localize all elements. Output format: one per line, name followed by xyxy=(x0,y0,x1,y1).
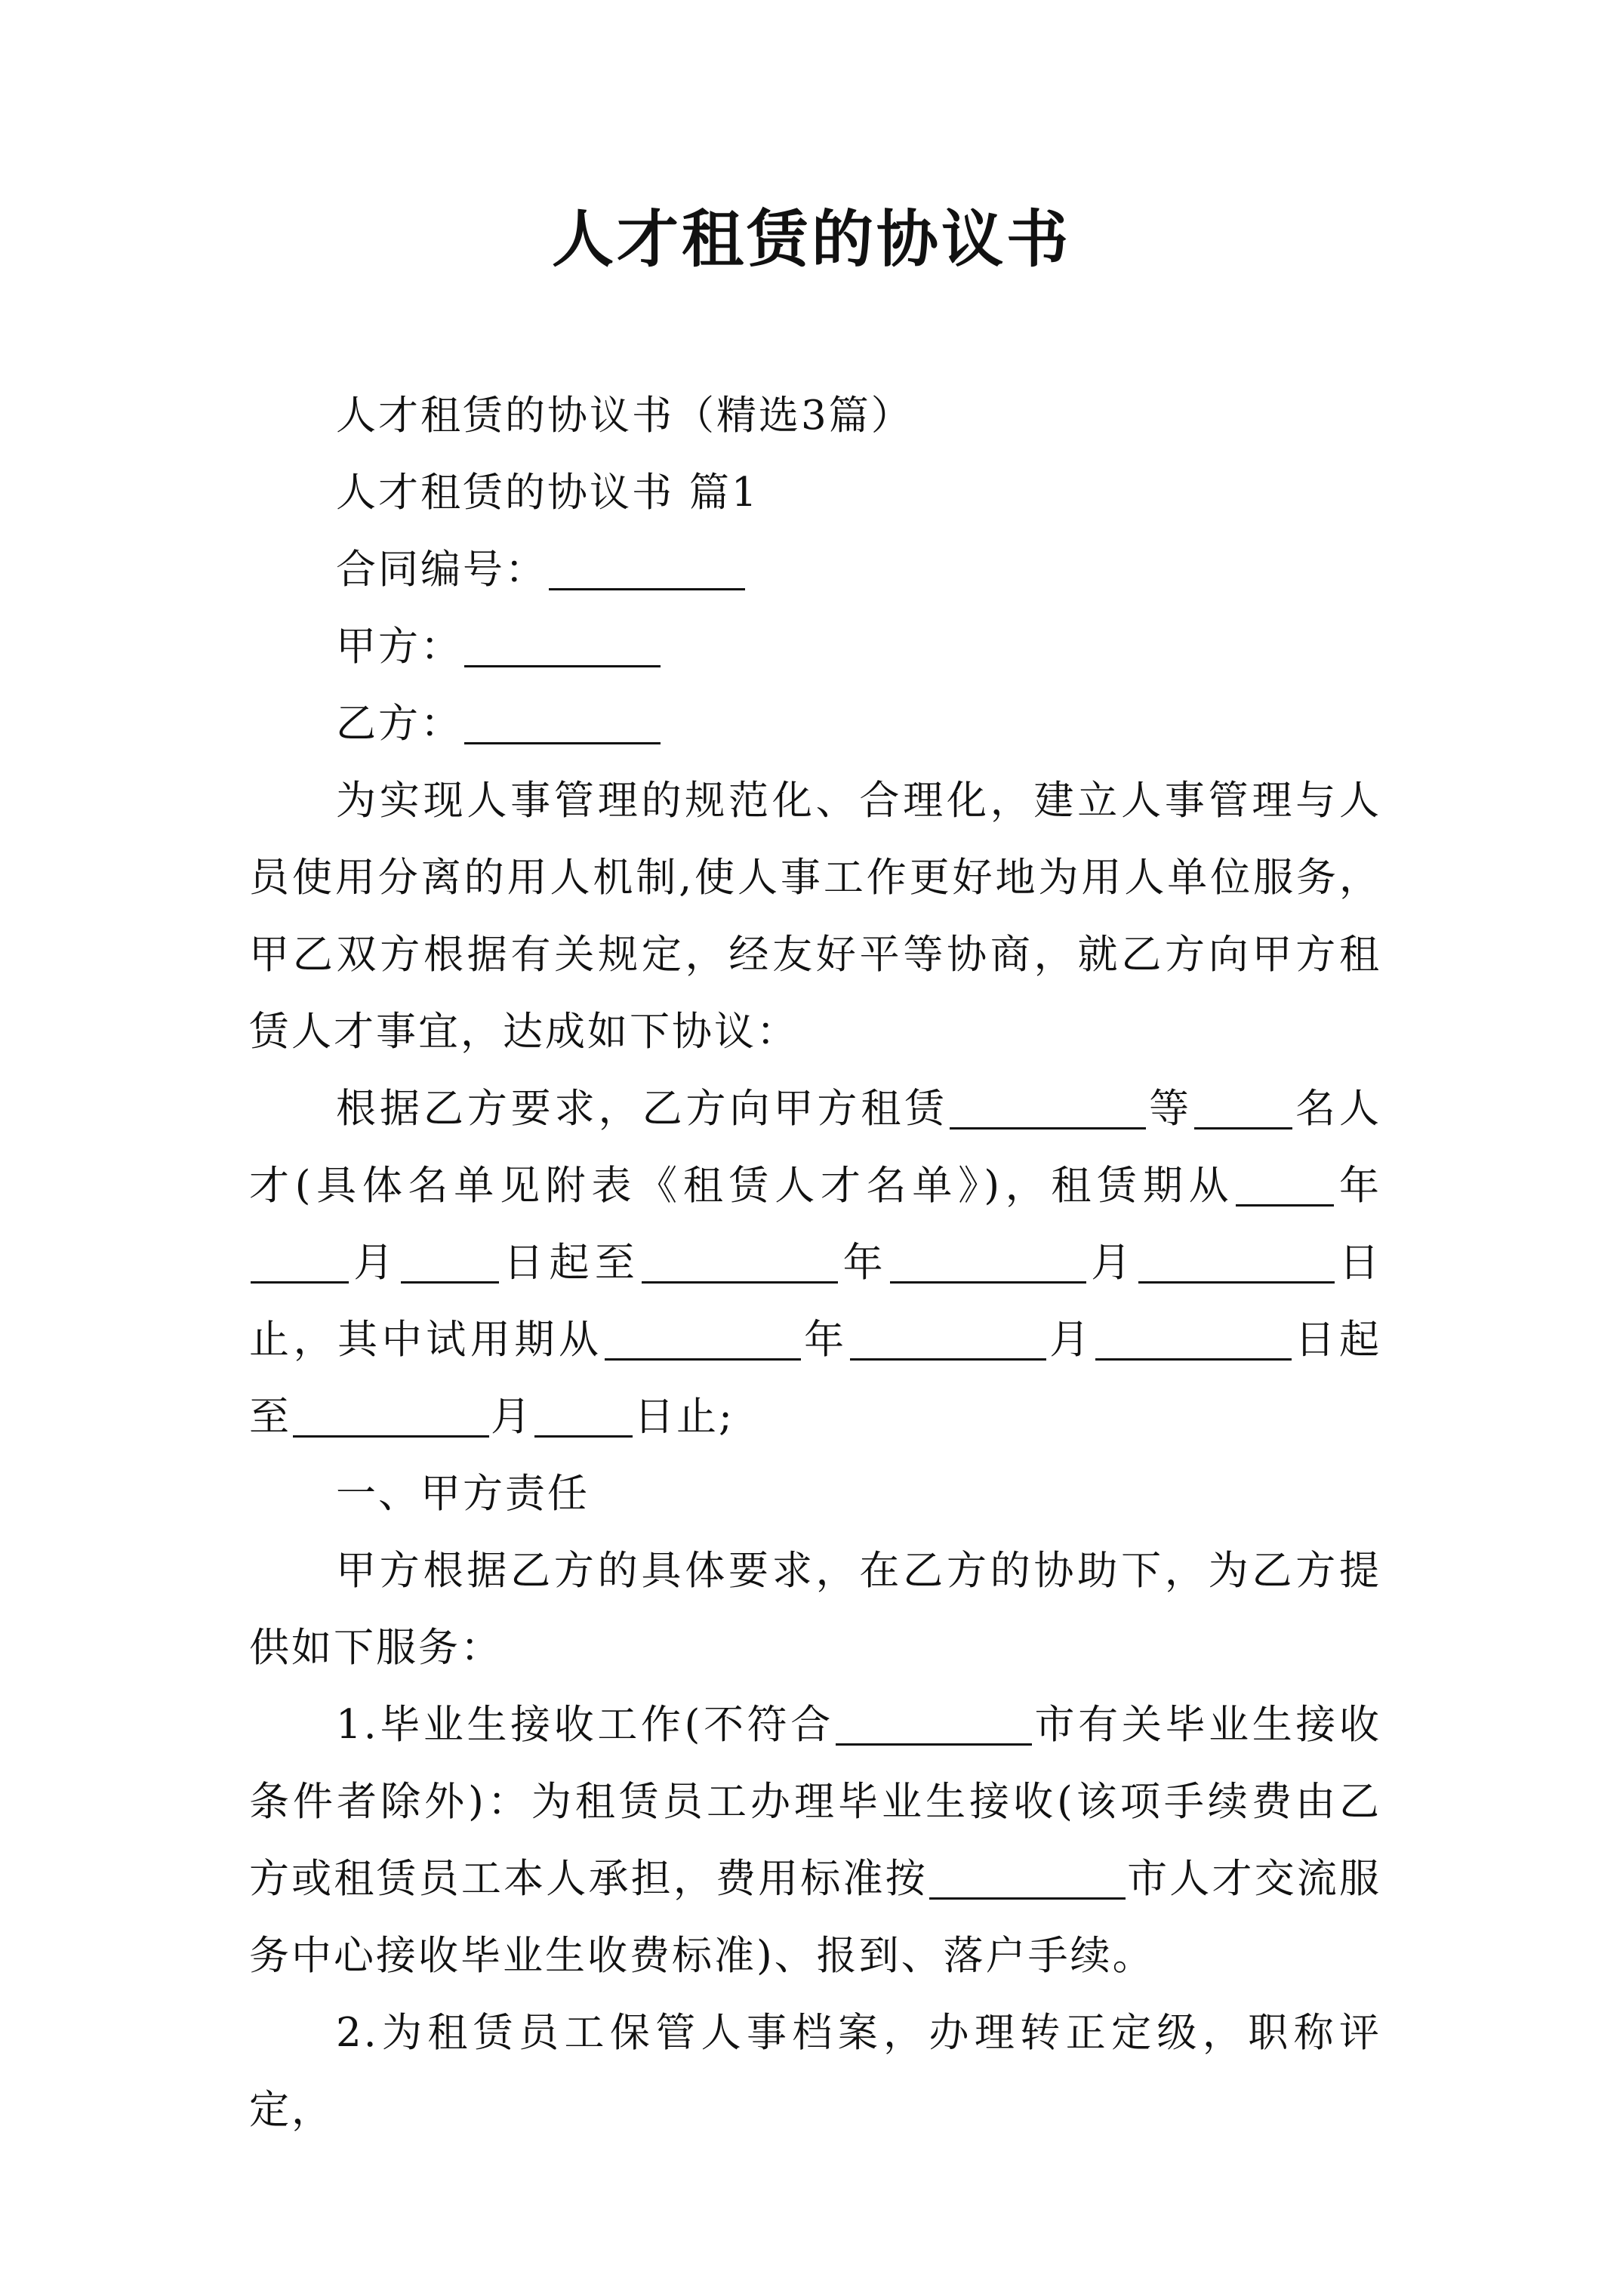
text: 年 xyxy=(802,1317,848,1363)
text: 月 xyxy=(1087,1240,1137,1286)
text: 名人才(具体名单见附表《租赁人才名单》)，租赁期从 xyxy=(249,1086,1382,1209)
paragraph-section-heading xyxy=(249,455,1381,532)
text: 日起至 xyxy=(500,1240,641,1286)
text: 市人才交流服务中心接收毕业生收费标准)、报到、落户手续。 xyxy=(249,1856,1382,1979)
paragraph-party-a xyxy=(249,609,1381,686)
blank-line xyxy=(1194,1087,1292,1130)
blank-line xyxy=(950,1087,1146,1130)
text: 2.为租赁员工保管人事档案，办理转正定级，职称评定， xyxy=(249,2010,1381,2133)
text: 市有关毕业生接收条件者除外)：为租赁员工办理毕业生接收(该项手续费由乙方或租赁员工本人承担，费用标准按 xyxy=(249,1702,1382,1902)
blank-line xyxy=(836,1703,1032,1746)
paragraph-item-1 xyxy=(249,1687,1381,1995)
text: 甲方根据乙方的具体要求，在乙方的协助下，为乙方提供如下服务： xyxy=(249,1548,1381,1671)
paragraph-lease-terms xyxy=(249,1071,1381,1456)
paragraph-item-2 xyxy=(249,1995,1381,2149)
text: 人才租赁的协议书（精选3篇） xyxy=(336,393,913,439)
field-label: 甲方： xyxy=(336,624,463,670)
blank-line xyxy=(549,548,745,590)
blank-line xyxy=(1236,1164,1334,1207)
blank-line xyxy=(1138,1241,1335,1284)
blank-line xyxy=(464,702,661,744)
blank-line xyxy=(293,1395,489,1438)
blank-line xyxy=(890,1241,1086,1284)
document-body xyxy=(249,378,1381,2149)
text: 根据乙方要求，乙方向甲方租赁 xyxy=(336,1086,949,1132)
field-label: 乙方： xyxy=(336,701,463,747)
text: 年 xyxy=(1335,1163,1381,1209)
text: 等 xyxy=(1147,1086,1193,1132)
text: 1.毕业生接收工作(不符合 xyxy=(336,1702,834,1748)
text: 月 xyxy=(491,1394,533,1440)
blank-line xyxy=(929,1857,1126,1900)
text: 人才租赁的协议书 篇1 xyxy=(336,470,759,516)
blank-line xyxy=(642,1241,838,1284)
page-title: 人才租赁的协议书 xyxy=(551,203,1071,276)
text: 日止; xyxy=(634,1394,735,1440)
text: 日止，其中试用期从 xyxy=(249,1240,1382,1363)
paragraph-preamble xyxy=(249,763,1381,1071)
paragraph-party-a-duty xyxy=(249,1533,1381,1687)
text: 日起至 xyxy=(249,1317,1382,1440)
text: 为实现人事管理的规范化、合理化，建立人事管理与人员使用分离的用人机制,使人事工作更好地为用人单位服务，甲乙双方根据有关规定，经友好平等协商，就乙方向甲方租赁人才事宜，达成如下协议： xyxy=(249,778,1381,1055)
blank-line xyxy=(464,625,661,667)
paragraph-clause-heading xyxy=(249,1456,1381,1533)
paragraph-contract-number xyxy=(249,532,1381,609)
text: 月 xyxy=(1047,1317,1094,1363)
paragraph-party-b xyxy=(249,686,1381,763)
text: 年 xyxy=(839,1240,888,1286)
paragraph-subtitle xyxy=(249,378,1381,455)
field-label: 合同编号： xyxy=(336,547,547,593)
text: 一、甲方责任 xyxy=(336,1471,590,1517)
text: 月 xyxy=(350,1240,399,1286)
blank-line xyxy=(605,1318,801,1361)
blank-line xyxy=(401,1241,499,1284)
blank-line xyxy=(251,1241,349,1284)
blank-line xyxy=(534,1395,633,1438)
blank-line xyxy=(850,1318,1046,1361)
blank-line xyxy=(1095,1318,1292,1361)
